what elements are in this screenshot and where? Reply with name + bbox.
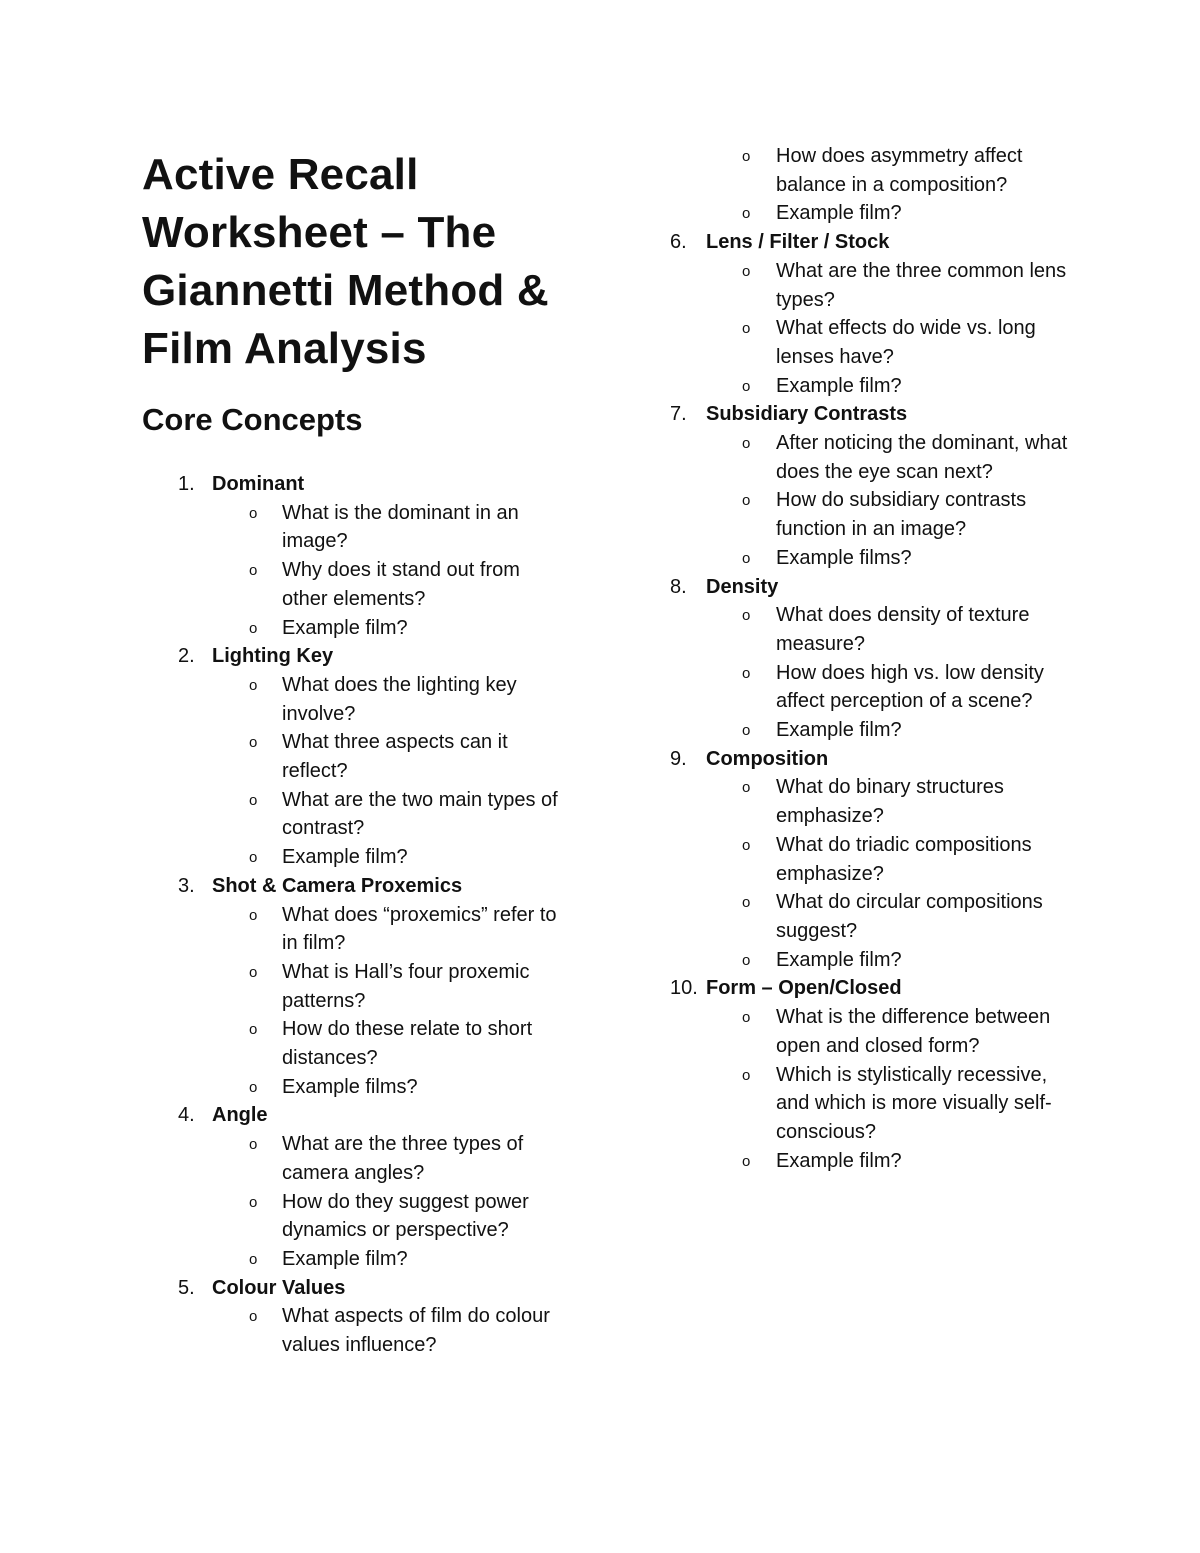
bullet-icon: o [249, 1136, 258, 1154]
bullet-icon: o [249, 734, 258, 752]
bullet-icon: o [249, 676, 258, 694]
bullet-icon: o [742, 549, 751, 567]
bullet-icon: o [742, 262, 751, 280]
question-item: o How does asymmetry affect balance in a composition? [668, 142, 1076, 199]
bullet-icon: o [742, 1009, 751, 1027]
question-item: o Example film? [668, 372, 1076, 401]
bullet-icon: o [249, 791, 258, 809]
page-title: Active Recall Worksheet – The Giannetti Method & Film Analysis [142, 150, 549, 373]
concept-title: Lens / Filter / Stock [706, 231, 890, 254]
concept-title: Composition [706, 747, 829, 770]
question-list [668, 142, 1076, 228]
concept-form-open-closed [668, 974, 1076, 1175]
bullet-icon: o [742, 377, 751, 395]
question-list [668, 1003, 1076, 1175]
question-item: o Example film? [142, 614, 567, 643]
question-list [142, 499, 567, 643]
concept-number: 6. [670, 231, 687, 254]
question-item: o Example film? [668, 946, 1076, 975]
question-item: o What do circular compositions suggest? [668, 888, 1076, 945]
question-list [142, 1130, 567, 1274]
concept-number: 7. [670, 403, 687, 426]
concept-number: 4. [178, 1104, 195, 1127]
bullet-icon: o [249, 1021, 258, 1039]
question-item: o Example films? [668, 544, 1076, 573]
question-item: o What do binary structures emphasize? [668, 773, 1076, 830]
concept-title: Colour Values [212, 1276, 346, 1299]
concept-title: Subsidiary Contrasts [706, 403, 908, 426]
question-item: o What are the three common lens types? [668, 257, 1076, 314]
question-item: o How do these relate to short distances? [142, 1015, 567, 1072]
question-item: o What is Hall’s four proxemic patterns? [142, 958, 567, 1015]
bullet-icon: o [249, 1250, 258, 1268]
question-list [668, 601, 1076, 745]
question-list [142, 671, 567, 872]
concept-number: 8. [670, 575, 687, 598]
question-item: o After noticing the dominant, what does the eye scan next? [668, 429, 1076, 486]
concept-title: Shot & Camera Proxemics [212, 874, 463, 897]
concept-title: Lighting Key [212, 645, 334, 668]
bullet-icon: o [742, 894, 751, 912]
concept-number: 3. [178, 874, 195, 897]
question-item: o Example film? [668, 716, 1076, 745]
concept-lighting-key [142, 642, 567, 872]
bullet-icon: o [249, 906, 258, 924]
question-item: o What are the three types of camera angles? [142, 1130, 567, 1187]
question-item: o What is the difference between open and closed form? [668, 1003, 1076, 1060]
bullet-icon: o [742, 779, 751, 797]
question-item: o What does “proxemics” refer to in film? [142, 901, 567, 958]
concept-title: Angle [212, 1104, 268, 1127]
concept-number: 1. [178, 473, 195, 495]
bullet-icon: o [249, 1078, 258, 1096]
question-item: o How does high vs. low density affect perception of a scene? [668, 659, 1076, 716]
concept-colour-values-continued [668, 142, 1076, 228]
question-item: o What is the dominant in an image? [142, 499, 567, 556]
concept-list-left [142, 470, 567, 1360]
concept-title: Form – Open/Closed [706, 977, 902, 1000]
concept-list-right [668, 142, 1076, 1175]
question-item: o Why does it stand out from other elements? [142, 556, 567, 613]
concept-angle [142, 1101, 567, 1273]
concept-number: 9. [670, 747, 687, 770]
bullet-icon: o [742, 836, 751, 854]
bullet-icon: o [249, 619, 258, 637]
bullet-icon: o [742, 951, 751, 969]
question-item: o What do triadic compositions emphasize? [668, 831, 1076, 888]
question-list [668, 773, 1076, 974]
question-item: o How do subsidiary contrasts function in an image? [668, 486, 1076, 543]
question-item: o How do they suggest power dynamics or perspective? [142, 1188, 567, 1245]
question-item: o What does density of texture measure? [668, 601, 1076, 658]
bullet-icon: o [249, 1193, 258, 1211]
bullet-icon: o [742, 148, 751, 165]
bullet-icon: o [742, 435, 751, 453]
concept-composition [668, 745, 1076, 975]
question-item: o Example film? [142, 1245, 567, 1274]
concept-density [668, 573, 1076, 745]
question-list [668, 257, 1076, 401]
concept-lens-filter-stock [668, 228, 1076, 400]
bullet-icon: o [742, 1066, 751, 1084]
bullet-icon: o [742, 722, 751, 740]
question-item: o Example film? [668, 1147, 1076, 1176]
question-item: o Example film? [668, 199, 1076, 228]
question-item: o Which is stylistically recessive, and which is more visually self-conscious? [668, 1061, 1076, 1147]
question-list [142, 901, 567, 1102]
question-item: o Example film? [142, 843, 567, 872]
concept-colour-values [142, 1274, 567, 1360]
concept-title: Dominant [212, 473, 305, 495]
bullet-icon: o [249, 504, 258, 522]
bullet-icon: o [742, 205, 751, 223]
bullet-icon: o [249, 963, 258, 981]
question-item: o Example films? [142, 1073, 567, 1102]
question-list [668, 429, 1076, 573]
concept-shot-camera-proxemics [142, 872, 567, 1102]
concept-title: Density [706, 575, 779, 598]
bullet-icon: o [742, 664, 751, 682]
question-item: o What effects do wide vs. long lenses have? [668, 314, 1076, 371]
question-item: o What does the lighting key involve? [142, 671, 567, 728]
bullet-icon: o [742, 492, 751, 510]
concept-number: 10. [670, 977, 698, 1000]
bullet-icon: o [742, 607, 751, 625]
bullet-icon: o [742, 320, 751, 338]
question-list [142, 1302, 567, 1359]
concept-number: 5. [178, 1276, 195, 1299]
concept-dominant [142, 470, 567, 642]
bullet-icon: o [742, 1152, 751, 1170]
question-item: o What are the two main types of contrast? [142, 786, 567, 843]
concept-number: 2. [178, 645, 195, 668]
section-heading: Core Concepts [142, 402, 363, 437]
bullet-icon: o [249, 849, 258, 867]
question-item: o What aspects of film do colour values influence? [142, 1302, 567, 1359]
question-item: o What three aspects can it reflect? [142, 728, 567, 785]
bullet-icon: o [249, 562, 258, 580]
concept-subsidiary-contrasts [668, 400, 1076, 572]
bullet-icon: o [249, 1308, 258, 1326]
